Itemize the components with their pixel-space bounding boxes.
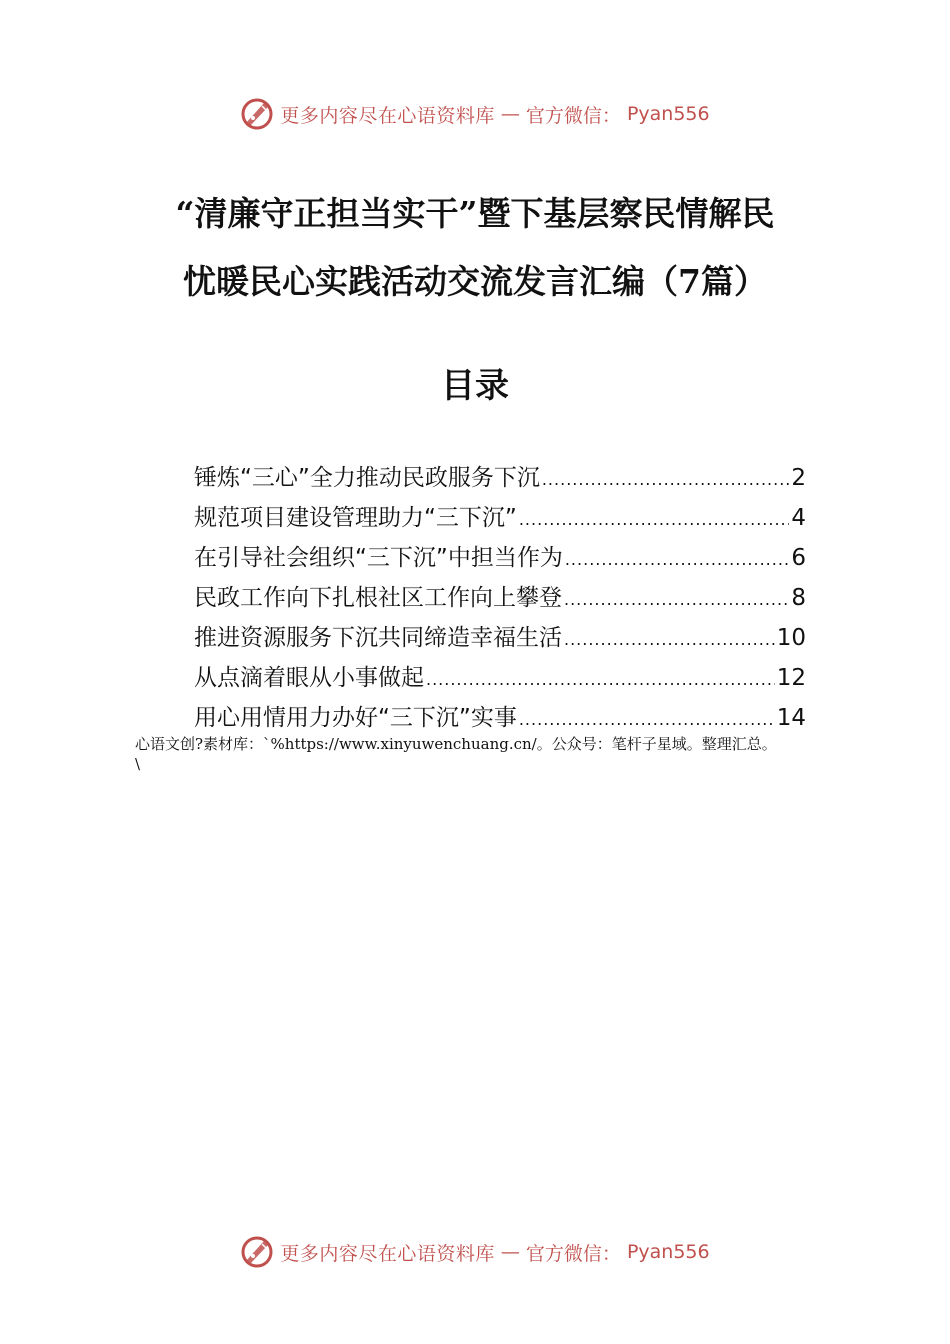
document-title-line-1: “清廉守正担当实干”暨下基层察民情解民: [175, 194, 775, 233]
toc-entry-page: 4: [791, 505, 806, 531]
toc-entry-page: 8: [791, 585, 806, 611]
banner-separator: —: [500, 1241, 520, 1263]
banner-wechat-label: 官方微信：: [525, 104, 621, 127]
table-of-contents: [194, 458, 806, 738]
toc-entry-page: 14: [776, 705, 806, 731]
document-title-line-2: 忧暖民心实践活动交流发言汇编（7篇）: [183, 262, 767, 301]
toc-entry-title: 锤炼“三心”全力推动民政服务下沉: [194, 465, 540, 491]
toc-entry[interactable]: [194, 458, 806, 498]
banner-text: 更多内容尽在心语资料库: [280, 104, 495, 127]
toc-leader-dots: [426, 660, 775, 700]
toc-entry-title: 用心用情用力办好“三下沉”实事: [194, 705, 517, 731]
toc-entry[interactable]: [194, 658, 806, 698]
footer-banner: [0, 1232, 950, 1272]
toc-leader-dots: [565, 540, 790, 580]
toc-entry-page: 12: [776, 665, 806, 691]
toc-entry-page: 10: [776, 625, 806, 651]
header-banner: [0, 94, 950, 134]
banner-separator: —: [500, 103, 520, 125]
toc-entry[interactable]: [194, 498, 806, 538]
source-note-line: \: [135, 755, 141, 773]
toc-entry-page: 2: [791, 465, 806, 491]
banner-text: 更多内容尽在心语资料库: [280, 1242, 495, 1265]
toc-entry-title: 推进资源服务下沉共同缔造幸福生活: [194, 625, 562, 651]
pen-nib-circle-icon: [240, 97, 274, 131]
toc-entry-title: 在引导社会组织“三下沉”中担当作为: [194, 545, 563, 571]
source-note-line: 心语文创?素材库：`%https://www.xinyuwenchuang.cn/。公众号：笔杆子星域。整理汇总。: [135, 735, 777, 753]
toc-entry[interactable]: [194, 698, 806, 738]
toc-entry-title: 规范项目建设管理助力“三下沉”: [194, 505, 517, 531]
toc-leader-dots: [564, 620, 775, 660]
toc-leader-dots: [519, 500, 790, 540]
pen-nib-circle-icon: [240, 1235, 274, 1269]
toc-entry[interactable]: [194, 578, 806, 618]
toc-leader-dots: [542, 460, 790, 500]
banner-wechat-id: Pyan556: [626, 1241, 710, 1263]
toc-entry-page: 6: [791, 545, 806, 571]
source-note: [135, 734, 855, 774]
toc-heading: 目录: [441, 366, 509, 406]
toc-leader-dots: [564, 580, 789, 620]
banner-wechat-label: 官方微信：: [525, 1242, 621, 1265]
toc-entry-title: 民政工作向下扎根社区工作向上攀登: [194, 585, 562, 611]
banner-wechat-id: Pyan556: [626, 103, 710, 125]
toc-entry-title: 从点滴着眼从小事做起: [194, 665, 424, 691]
toc-entry[interactable]: [194, 618, 806, 658]
toc-entry[interactable]: [194, 538, 806, 578]
